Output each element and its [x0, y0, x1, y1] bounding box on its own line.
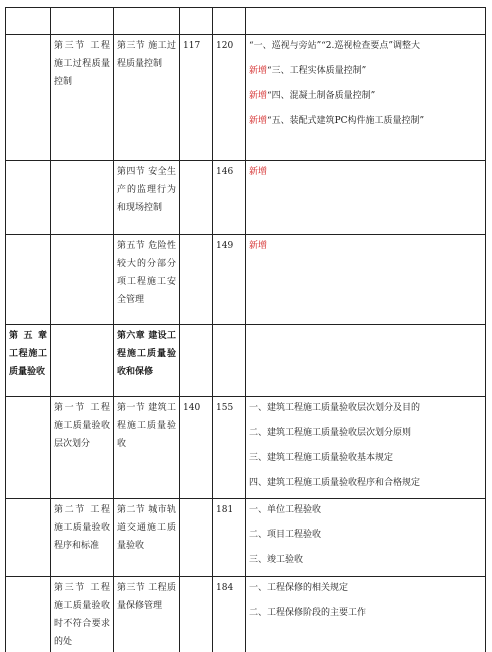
old-chapter-cell [6, 35, 51, 161]
change-notes-cell [246, 577, 486, 652]
old-page-cell [180, 235, 213, 325]
change-notes-cell [246, 325, 486, 397]
added-marker: 新增 [249, 91, 268, 101]
old-chapter-cell: 第五章 工程施工质量验收 [6, 325, 51, 397]
change-note [249, 474, 482, 492]
change-note-text: 二、项目工程验收 [249, 530, 322, 540]
table-row [6, 8, 486, 35]
change-note-text: “五、装配式建筑PC构件施工质量控制” [267, 116, 425, 126]
added-marker: 新增 [249, 167, 268, 177]
table-body [6, 8, 486, 652]
old-chapter-cell [6, 161, 51, 235]
change-note-text: 一、工程保修的相关规定 [249, 583, 349, 593]
new-page-cell [213, 8, 246, 35]
new-section-cell: 第三节 施工过程质量控制 [114, 35, 180, 161]
change-notes-cell [246, 499, 486, 577]
change-note-text: 三、竣工验收 [249, 555, 304, 565]
old-section-cell: 第三节 工程施工过程质量控制 [51, 35, 114, 161]
new-page-cell: 155 [213, 397, 246, 499]
old-section-cell [51, 235, 114, 325]
change-note-text: 三、建筑工程施工质量验收基本规定 [249, 453, 394, 463]
change-notes-cell [246, 161, 486, 235]
new-section-cell: 第三节 工程质量保修管理 [114, 577, 180, 652]
new-page-cell: 120 [213, 35, 246, 161]
change-note [249, 87, 482, 105]
new-section-cell [114, 8, 180, 35]
change-notes-cell [246, 397, 486, 499]
chapter-comparison-table [5, 7, 486, 652]
change-note-text: 一、单位工程验收 [249, 505, 322, 515]
added-marker: 新增 [249, 116, 268, 126]
change-note-text: 一、建筑工程施工质量验收层次划分及目的 [249, 403, 421, 413]
table-row [6, 35, 486, 161]
change-note-text: 二、建筑工程施工质量验收层次划分原则 [249, 428, 412, 438]
old-page-cell: 117 [180, 35, 213, 161]
old-section-cell: 第三节 工程施工质量验收时不符合要求的处 [51, 577, 114, 652]
new-section-cell: 第二节 城市轨道交通施工质量验收 [114, 499, 180, 577]
old-chapter-cell [6, 235, 51, 325]
new-page-cell: 149 [213, 235, 246, 325]
change-note [249, 526, 482, 544]
new-page-cell: 184 [213, 577, 246, 652]
change-note-text: “四、混凝土制备质量控制” [267, 91, 376, 101]
new-section-cell: 第六章 建设工程施工质量验收和保修 [114, 325, 180, 397]
table-row [6, 577, 486, 652]
change-note [249, 37, 482, 55]
change-note [249, 424, 482, 442]
added-marker: 新增 [249, 66, 268, 76]
old-chapter-cell [6, 577, 51, 652]
new-section-cell: 第五节 危险性较大的分部分项工程施工安全管理 [114, 235, 180, 325]
change-note [249, 399, 482, 417]
old-page-cell [180, 161, 213, 235]
change-note [249, 62, 482, 80]
old-section-cell [51, 161, 114, 235]
change-note [249, 237, 482, 255]
new-page-cell: 181 [213, 499, 246, 577]
new-page-cell [213, 325, 246, 397]
change-note [249, 551, 482, 569]
change-note [249, 579, 482, 597]
new-page-cell: 146 [213, 161, 246, 235]
change-note [249, 501, 482, 519]
added-marker: 新增 [249, 241, 268, 251]
old-page-cell [180, 577, 213, 652]
table-row [6, 499, 486, 577]
table-row [6, 235, 486, 325]
old-chapter-cell [6, 499, 51, 577]
change-note [249, 604, 482, 622]
table-row [6, 397, 486, 499]
old-page-cell [180, 499, 213, 577]
old-page-cell: 140 [180, 397, 213, 499]
change-note-text: 四、建筑工程施工质量验收程序和合格规定 [249, 478, 421, 488]
new-section-cell: 第四节 安全生产的监理行为和现场控制 [114, 161, 180, 235]
change-notes-cell [246, 8, 486, 35]
table-row [6, 161, 486, 235]
change-note-text: 二、工程保修阶段的主要工作 [249, 608, 367, 618]
change-note-text: “一、巡视与旁站”“2.巡视检查要点”调整大 [249, 41, 420, 51]
old-section-cell [51, 8, 114, 35]
table-row [6, 325, 486, 397]
new-section-cell: 第一节 建筑工程施工质量验收 [114, 397, 180, 499]
old-chapter-cell [6, 397, 51, 499]
change-note-text: “三、工程实体质量控制” [267, 66, 367, 76]
old-page-cell [180, 325, 213, 397]
old-section-cell [51, 325, 114, 397]
old-section-cell: 第二节 工程施工质量验收程序和标准 [51, 499, 114, 577]
old-section-cell: 第一节 工程施工质量验收层次划分 [51, 397, 114, 499]
change-notes-cell [246, 35, 486, 161]
change-note [249, 112, 482, 130]
old-chapter-cell [6, 8, 51, 35]
old-page-cell [180, 8, 213, 35]
change-notes-cell [246, 235, 486, 325]
change-note [249, 449, 482, 467]
change-note [249, 163, 482, 181]
